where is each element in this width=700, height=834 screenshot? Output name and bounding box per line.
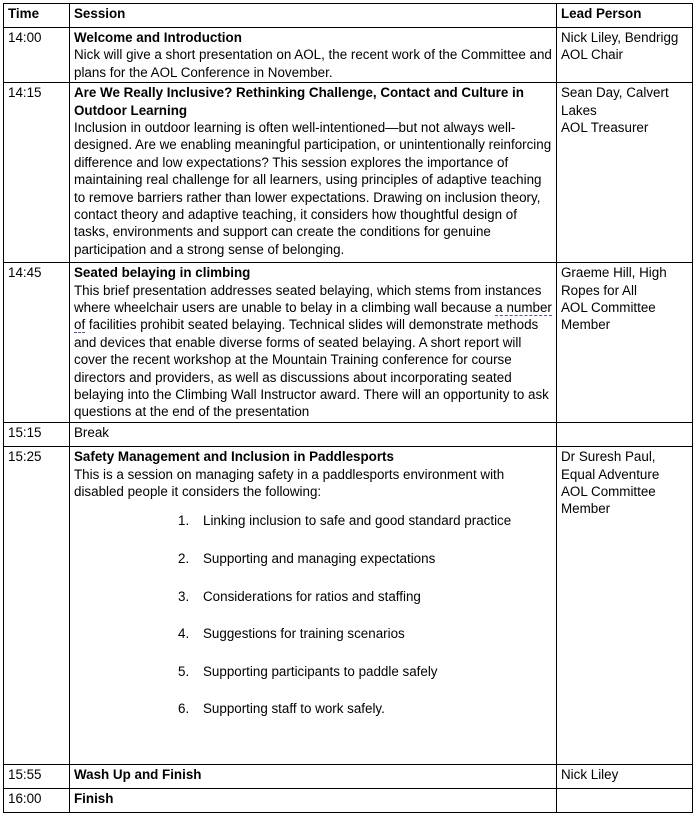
- row-session: [70, 447, 557, 765]
- row-session: [70, 765, 557, 789]
- session-description: [74, 282, 554, 421]
- row-session: [70, 263, 557, 423]
- header-session: Session: [70, 4, 557, 28]
- lead-name: Dr Suresh Paul, Equal Adventure: [561, 449, 660, 482]
- table-row: [4, 423, 693, 447]
- header-time: Time: [4, 4, 70, 28]
- row-session: [70, 423, 557, 447]
- row-session: [70, 83, 557, 263]
- session-title: Seated belaying in climbing: [74, 265, 251, 281]
- table-row: [4, 447, 693, 765]
- grammar-flagged-text: a number of: [74, 300, 552, 333]
- row-time: 14:45: [4, 263, 70, 423]
- row-session: [70, 789, 557, 813]
- lead-name: Graeme Hill, High Ropes for All: [561, 265, 667, 298]
- list-text: Suggestions for training scenarios: [203, 626, 405, 642]
- session-description: This is a session on managing safety in a paddlesports environment with disabled people it considers the following:: [74, 466, 505, 500]
- row-time: 15:55: [4, 765, 70, 789]
- row-lead: [557, 28, 693, 83]
- row-time: 16:00: [4, 789, 70, 813]
- list-item: [178, 588, 554, 626]
- list-text: Linking inclusion to safe and good standard practice: [203, 513, 512, 529]
- list-text: Supporting staff to work safely.: [203, 701, 385, 717]
- session-title: Safety Management and Inclusion in Paddlesports: [74, 449, 394, 465]
- lead-role: AOL Treasurer: [561, 120, 649, 136]
- lead-role: AOL Chair: [561, 47, 624, 63]
- session-title: Wash Up and Finish: [74, 767, 202, 783]
- row-time: 14:00: [4, 28, 70, 83]
- row-time: 15:25: [4, 447, 70, 765]
- agenda-table: [3, 3, 693, 813]
- session-title: Finish: [74, 791, 114, 807]
- session-title: Break: [74, 425, 109, 441]
- row-lead: [557, 789, 693, 813]
- lead-role: AOL Committee Member: [561, 300, 656, 333]
- row-lead: [557, 447, 693, 765]
- row-lead: [557, 83, 693, 263]
- list-item: [178, 512, 554, 550]
- list-number: 2.: [178, 551, 190, 567]
- lead-name: Nick Liley, Bendrigg: [561, 30, 679, 45]
- list-number: 5.: [178, 663, 190, 679]
- header-row: [4, 4, 693, 28]
- session-description: Inclusion in outdoor learning is often well-intentioned—but not always well-designed. Are we enabling meaningful participation, or unintentionally reinforcing difference and low expectations? This session explores the importance of maintaining real challenge for all learners, using principles of adaptive teaching to remove barriers rather than lower expectations. Drawing on inclusion theory, contact theory and adaptive teaching, it considers how thoughtful design of tasks, environments and support can create the conditions for genuine participation and a strong sense of belonging.: [74, 120, 552, 257]
- list-number: 4.: [178, 626, 190, 642]
- row-time: 14:15: [4, 83, 70, 263]
- row-lead: [557, 263, 693, 423]
- list-item: [178, 625, 554, 663]
- session-description: Nick will give a short presentation on AOL, the recent work of the Committee and plans for the AOL Conference in November.: [74, 47, 552, 80]
- lead-name: Sean Day, Calvert Lakes: [561, 85, 669, 118]
- lead-role: AOL Committee Member: [561, 484, 656, 517]
- list-item: [178, 550, 554, 588]
- list-item: [178, 700, 554, 738]
- session-title: Are We Really Inclusive? Rethinking Challenge, Contact and Culture in Outdoor Learning: [74, 85, 524, 118]
- list-number: 3.: [178, 588, 190, 604]
- list-number: 1.: [178, 513, 190, 529]
- table-row: [4, 28, 693, 83]
- list-text: Supporting participants to paddle safely: [203, 663, 438, 679]
- description-part: facilities prohibit seated belaying. Technical slides will demonstrate methods and devices that enable diverse forms of seated belaying. A short report will cover the recent workshop at the Mountain Training conference for course directors and providers, as well as discussions about incorporating seated belaying into the Climbing Wall Instructor award. There will an opportunity to ask questions at the end of the presentation: [74, 317, 549, 420]
- lead-name: Nick Liley: [561, 767, 619, 783]
- description-part: This brief presentation addresses seated belaying, which stems from instances where wheelchair users are unable to belay in a climbing wall because: [74, 282, 542, 316]
- list-text: Considerations for ratios and staffing: [203, 588, 421, 604]
- row-time: 15:15: [4, 423, 70, 447]
- row-lead: [557, 765, 693, 789]
- topic-list: [74, 512, 554, 738]
- table-row: [4, 263, 693, 423]
- session-title: Welcome and Introduction: [74, 30, 242, 45]
- row-lead: [557, 423, 693, 447]
- header-lead: Lead Person: [557, 4, 693, 28]
- list-item: [178, 663, 554, 701]
- table-row: [4, 765, 693, 789]
- list-text: Supporting and managing expectations: [203, 551, 436, 567]
- table-row: [4, 83, 693, 263]
- list-number: 6.: [178, 701, 190, 717]
- row-session: [70, 28, 557, 83]
- table-row: [4, 789, 693, 813]
